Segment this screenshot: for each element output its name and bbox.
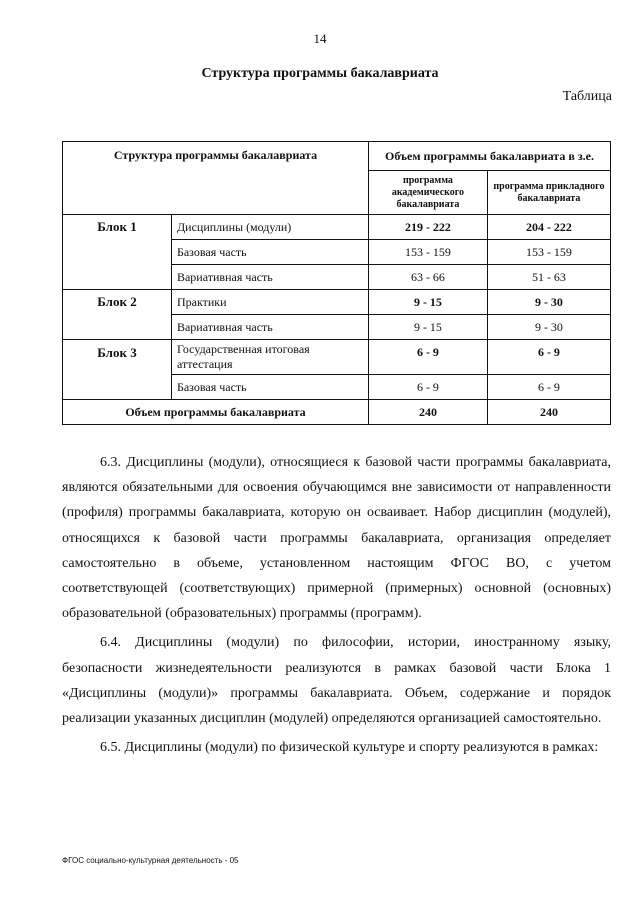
- row-label: Вариативная часть: [171, 265, 368, 290]
- paragraph-6-3: 6.3. Дисциплины (модули), относящиеся к базовой части программы бакалавриата, являются обязательными для освоения обучающимся вне зависимости от направленности (профиля) программы бакалавриата, которую он осваивает. Набор дисциплин (модулей), относящихся к базовой части программы бакалавриата, организация определяет самостоятельно в объеме, установленном настоящим ФГОС ВО, с учетом соответствующей (соответствующих) примерной (примерных) основной (основных) образовательной (образовательных) программы (программ).: [62, 455, 611, 622]
- row-applied: 51 - 63: [487, 265, 610, 290]
- table-row: [63, 315, 611, 340]
- table-row: [63, 265, 611, 290]
- header-applied: программа прикладного бакалавриата: [487, 171, 610, 215]
- page-title: Структура программы бакалавриата: [201, 66, 439, 81]
- table-row: [63, 375, 611, 400]
- row-academic: 63 - 66: [369, 265, 488, 290]
- header-volume: Объем программы бакалавриата в з.е.: [369, 142, 611, 171]
- total-academic: 240: [369, 400, 488, 425]
- row-applied: 6 - 9: [487, 375, 610, 400]
- body-text: [62, 450, 611, 760]
- row-academic: 9 - 15: [369, 315, 488, 340]
- paragraph-6-5: 6.5. Дисциплины (модули) по физической культуре и спорту реализуются в рамках:: [100, 740, 599, 756]
- row-academic: 6 - 9: [369, 375, 488, 400]
- structure-table: [62, 141, 611, 425]
- page-footer: ФГОС социально-культурная деятельность - 05: [62, 856, 239, 865]
- block-3-label: Блок 3: [63, 340, 172, 375]
- row-academic: 6 - 9: [369, 340, 488, 375]
- header-academic: программа академического бакалавриата: [369, 171, 488, 215]
- row-label: Практики: [171, 290, 368, 315]
- row-academic: 219 - 222: [369, 215, 488, 240]
- row-applied: 9 - 30: [487, 315, 610, 340]
- row-label: Базовая часть: [171, 240, 368, 265]
- table-total-row: [63, 400, 611, 425]
- row-academic: 153 - 159: [369, 240, 488, 265]
- table-row: [63, 240, 611, 265]
- block-1-cell: [63, 265, 172, 290]
- block-3-cell: [63, 375, 172, 400]
- header-structure: Структура программы бакалавриата: [63, 142, 369, 215]
- total-applied: 240: [487, 400, 610, 425]
- row-applied: 204 - 222: [487, 215, 610, 240]
- row-applied: 153 - 159: [487, 240, 610, 265]
- row-academic: 9 - 15: [369, 290, 488, 315]
- row-label: Государственная итоговая аттестация: [171, 340, 368, 375]
- page-number: 14: [313, 31, 327, 46]
- row-applied: 9 - 30: [487, 290, 610, 315]
- row-label: Вариативная часть: [171, 315, 368, 340]
- block-1-label: Блок 1: [63, 215, 172, 240]
- row-label: Дисциплины (модули): [171, 215, 368, 240]
- table-label: Таблица: [562, 89, 612, 104]
- total-label: Объем программы бакалавриата: [63, 400, 369, 425]
- table-row: [63, 340, 611, 375]
- table-row: [63, 215, 611, 240]
- block-1-cell: [63, 240, 172, 265]
- row-label: Базовая часть: [171, 375, 368, 400]
- paragraph-6-4: 6.4. Дисциплины (модули) по философии, истории, иностранному языку, безопасности жизнедеятельности реализуются в рамках базовой части Блока 1 «Дисциплины (модули)» программы бакалавриата. Объем, содержание и порядок реализации указанных дисциплин (модулей) определяются организацией самостоятельно.: [62, 635, 611, 727]
- row-applied: 6 - 9: [487, 340, 610, 375]
- block-2-label: Блок 2: [63, 290, 172, 315]
- block-2-cell: [63, 315, 172, 340]
- table-row: [63, 290, 611, 315]
